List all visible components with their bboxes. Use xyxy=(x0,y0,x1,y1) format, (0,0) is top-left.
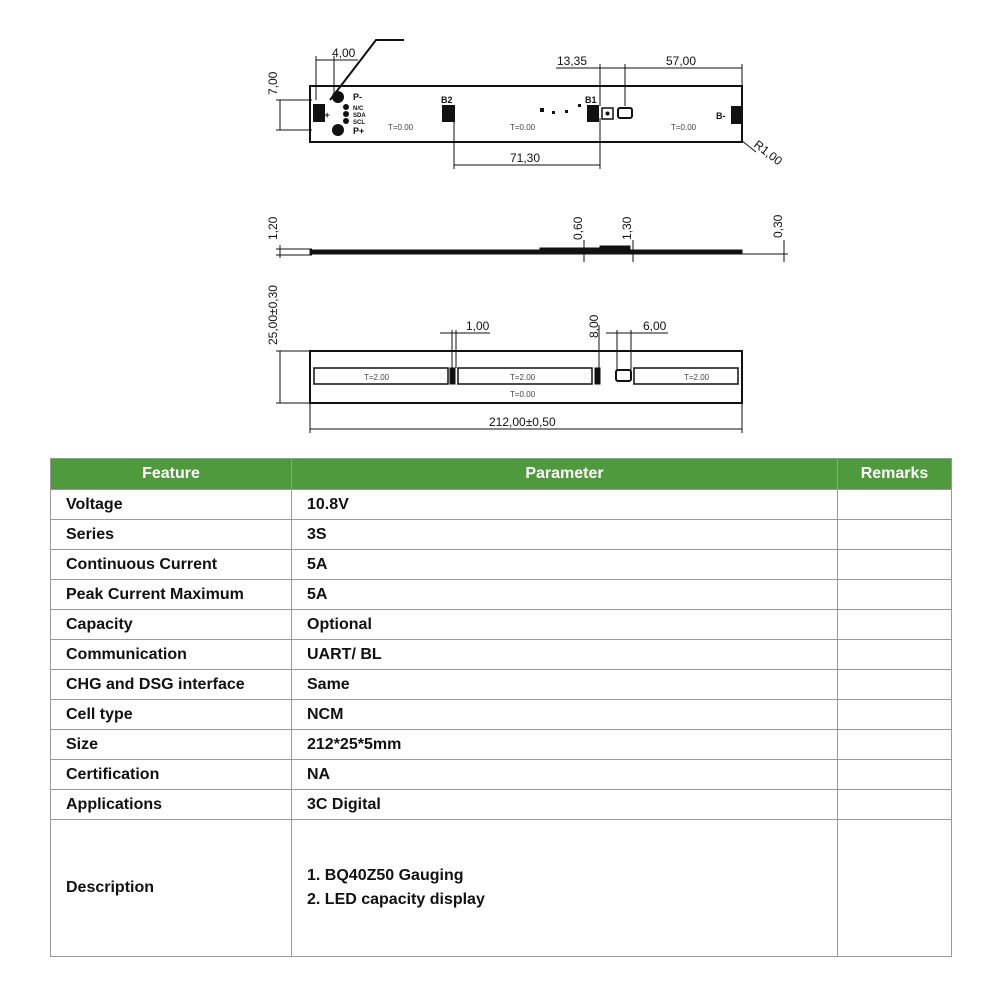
pplus-pad xyxy=(332,124,344,136)
dim-r1-00: R1,00 xyxy=(751,137,786,169)
feature-cell: Description xyxy=(51,820,292,957)
remarks-cell xyxy=(838,790,952,820)
bottom-t-label: T=0.00 xyxy=(510,390,536,399)
parameter-cell: 5A xyxy=(292,580,838,610)
feature-cell: CHG and DSG interface xyxy=(51,670,292,700)
table-row xyxy=(51,640,952,670)
description-line: 1. BQ40Z50 Gauging xyxy=(307,867,464,884)
remarks-cell xyxy=(838,640,952,670)
remarks-cell xyxy=(838,670,952,700)
pminus-pad xyxy=(332,91,344,103)
table-row xyxy=(51,550,952,580)
pad-label-nc: N/C xyxy=(353,106,364,112)
pad-label-bplus: B+ xyxy=(318,110,330,120)
parameter-cell: 3C Digital xyxy=(292,790,838,820)
pad-label-scl: SCL xyxy=(353,120,365,126)
table-row xyxy=(51,580,952,610)
feature-cell: Continuous Current xyxy=(51,550,292,580)
feature-cell: Capacity xyxy=(51,610,292,640)
table-row xyxy=(51,790,952,820)
table-row xyxy=(51,700,952,730)
remarks-cell xyxy=(838,580,952,610)
description-row xyxy=(51,820,952,957)
dim-13-35: 13,35 xyxy=(557,54,588,68)
feature-cell: Cell type xyxy=(51,700,292,730)
feature-cell: Voltage xyxy=(51,490,292,520)
side-view xyxy=(276,240,788,262)
dim-71-30: 71,30 xyxy=(510,151,541,165)
table-row xyxy=(51,490,952,520)
bottom-t-label: T=2.00 xyxy=(510,373,536,382)
bottom-t-label: T=2.00 xyxy=(684,373,710,382)
table-row xyxy=(51,760,952,790)
remarks-cell xyxy=(838,760,952,790)
feature-cell: Certification xyxy=(51,760,292,790)
remarks-cell xyxy=(838,700,952,730)
parameter-cell: 3S xyxy=(292,520,838,550)
dim-212-00: 212,00±0,50 xyxy=(489,415,556,429)
dim-1-00: 1,00 xyxy=(466,319,490,333)
pad-label-sda: SDA xyxy=(353,113,366,119)
feature-cell: Communication xyxy=(51,640,292,670)
remarks-cell xyxy=(838,820,952,957)
dim-6-00: 6,00 xyxy=(643,319,667,333)
feature-cell: Series xyxy=(51,520,292,550)
dim-25-00: 25,00±0,30 xyxy=(266,285,280,345)
spec-table xyxy=(50,458,952,957)
pad-label-pplus: P+ xyxy=(353,126,365,136)
parameter-cell: Same xyxy=(292,670,838,700)
header-parameter: Parameter xyxy=(292,459,838,490)
dim-4-00: 4,00 xyxy=(332,46,356,60)
remarks-cell xyxy=(838,610,952,640)
dim-8-00: 8,00 xyxy=(587,314,601,338)
header-remarks: Remarks xyxy=(838,459,952,490)
dim-57-00: 57,00 xyxy=(666,54,697,68)
pad-label-pminus: P- xyxy=(353,92,362,102)
parameter-cell: 10.8V xyxy=(292,490,838,520)
pad-label-b2: B2 xyxy=(441,95,453,105)
bminus-pad xyxy=(731,106,742,124)
dim-1-30: 1,30 xyxy=(620,216,634,240)
remarks-cell xyxy=(838,730,952,760)
top-t-label: T=0.00 xyxy=(388,123,414,132)
parameter-cell: NA xyxy=(292,760,838,790)
parameter-cell: 212*25*5mm xyxy=(292,730,838,760)
b2-pad xyxy=(442,105,455,122)
top-t-label: T=0.00 xyxy=(671,123,697,132)
table-row xyxy=(51,610,952,640)
remarks-cell xyxy=(838,550,952,580)
remarks-cell xyxy=(838,490,952,520)
header-feature: Feature xyxy=(51,459,292,490)
pad-label-bminus: B- xyxy=(716,111,726,121)
b1-pad xyxy=(587,105,599,122)
dim-7-00: 7,00 xyxy=(266,71,280,95)
pad-label-b1: B1 xyxy=(585,95,597,105)
parameter-cell: Optional xyxy=(292,610,838,640)
table-row xyxy=(51,520,952,550)
top-t-label: T=0.00 xyxy=(510,123,536,132)
bottom-t-label: T=2.00 xyxy=(364,373,390,382)
feature-cell: Size xyxy=(51,730,292,760)
parameter-cell: NCM xyxy=(292,700,838,730)
parameter-cell: 5A xyxy=(292,550,838,580)
dim-1-20: 1,20 xyxy=(266,216,280,240)
table-row xyxy=(51,670,952,700)
feature-cell: Peak Current Maximum xyxy=(51,580,292,610)
dim-0-60: 0,60 xyxy=(571,216,585,240)
top-view-board-outline xyxy=(310,86,742,142)
description-line: 2. LED capacity display xyxy=(307,891,485,908)
feature-cell: Applications xyxy=(51,790,292,820)
table-header-row xyxy=(51,459,952,490)
side-view-board xyxy=(310,250,742,254)
dim-0-30: 0,30 xyxy=(771,214,785,238)
description-cell xyxy=(292,820,838,957)
remarks-cell xyxy=(838,520,952,550)
parameter-cell: UART/ BL xyxy=(292,640,838,670)
pcb-technical-drawing xyxy=(0,0,1000,450)
table-row xyxy=(51,730,952,760)
